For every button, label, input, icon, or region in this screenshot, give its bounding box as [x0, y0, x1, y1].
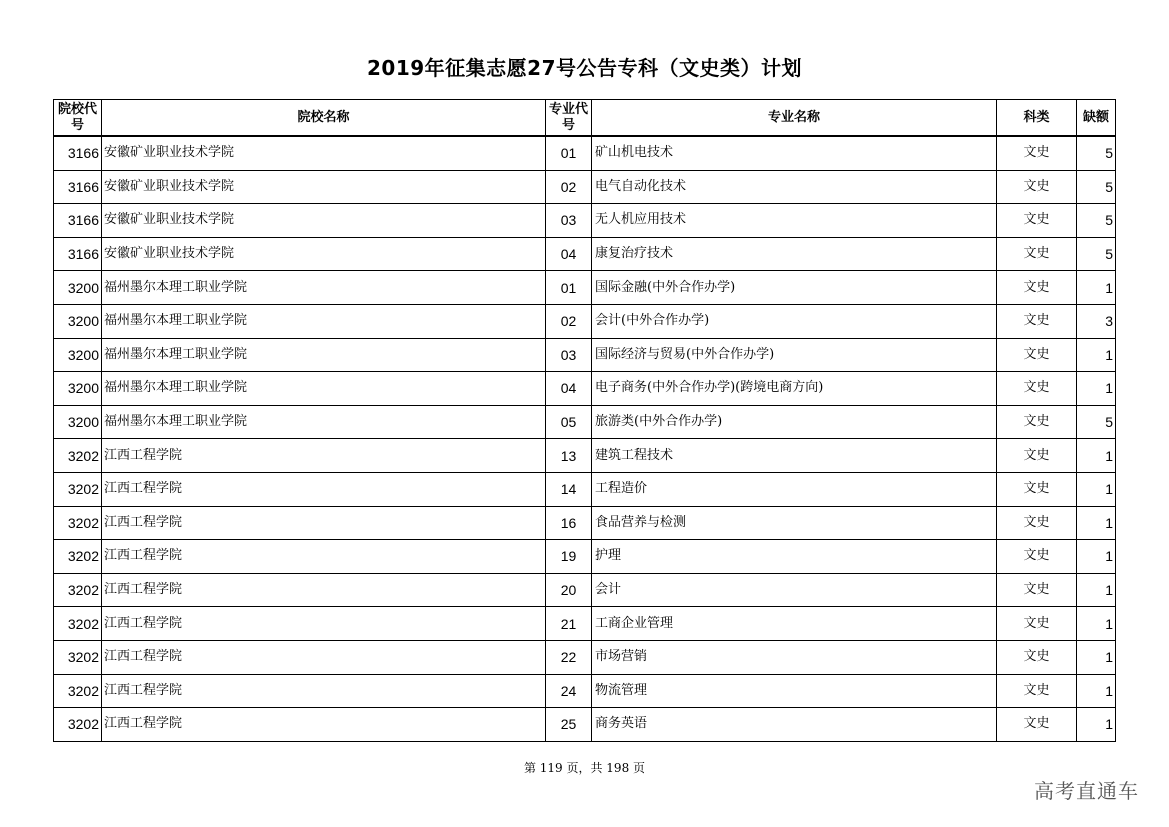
- cell-vacancy: 1: [1077, 674, 1116, 708]
- table-row: [54, 607, 1116, 641]
- cell-major-code: 03: [546, 204, 592, 238]
- cell-vacancy: 5: [1077, 237, 1116, 271]
- cell-school-name: 江西工程学院: [102, 573, 546, 607]
- cell-category: 文史: [997, 708, 1077, 742]
- cell-major-code: 20: [546, 573, 592, 607]
- table-row: [54, 540, 1116, 574]
- cell-school-name: 福州墨尔本理工职业学院: [102, 405, 546, 439]
- cell-school-code: 3200: [54, 338, 102, 372]
- cell-vacancy: 5: [1077, 204, 1116, 238]
- cell-school-code: 3202: [54, 506, 102, 540]
- watermark: 高考直通车: [1034, 779, 1139, 803]
- cell-major-name: 工程造价: [592, 472, 997, 506]
- page-number: 第 119 页，共 198 页: [523, 761, 646, 775]
- cell-major-name: 食品营养与检测: [592, 506, 997, 540]
- cell-major-name: 会计: [592, 573, 997, 607]
- cell-major-code: 05: [546, 405, 592, 439]
- cell-school-name: 江西工程学院: [102, 540, 546, 574]
- cell-vacancy: 1: [1077, 540, 1116, 574]
- table-header-row: [54, 100, 1116, 137]
- cell-school-code: 3200: [54, 271, 102, 305]
- cell-vacancy: 1: [1077, 439, 1116, 473]
- cell-category: 文史: [997, 674, 1077, 708]
- cell-category: 文史: [997, 338, 1077, 372]
- cell-vacancy: 5: [1077, 405, 1116, 439]
- cell-school-code: 3166: [54, 170, 102, 204]
- cell-school-code: 3202: [54, 439, 102, 473]
- cell-major-code: 04: [546, 237, 592, 271]
- table-row: [54, 136, 1116, 170]
- cell-school-name: 福州墨尔本理工职业学院: [102, 271, 546, 305]
- cell-vacancy: 5: [1077, 136, 1116, 170]
- cell-school-name: 江西工程学院: [102, 472, 546, 506]
- cell-vacancy: 3: [1077, 304, 1116, 338]
- table-row: [54, 372, 1116, 406]
- cell-school-name: 安徽矿业职业技术学院: [102, 170, 546, 204]
- table-row: [54, 271, 1116, 305]
- cell-category: 文史: [997, 170, 1077, 204]
- header-major-code: 专业代号: [546, 100, 592, 137]
- cell-major-code: 01: [546, 136, 592, 170]
- cell-school-code: 3202: [54, 540, 102, 574]
- cell-school-name: 安徽矿业职业技术学院: [102, 136, 546, 170]
- cell-vacancy: 1: [1077, 708, 1116, 742]
- cell-major-name: 国际金融(中外合作办学): [592, 271, 997, 305]
- cell-major-name: 物流管理: [592, 674, 997, 708]
- cell-school-code: 3202: [54, 607, 102, 641]
- cell-major-code: 25: [546, 708, 592, 742]
- cell-major-code: 19: [546, 540, 592, 574]
- cell-major-code: 02: [546, 170, 592, 204]
- cell-category: 文史: [997, 540, 1077, 574]
- cell-major-name: 矿山机电技术: [592, 136, 997, 170]
- cell-major-name: 商务英语: [592, 708, 997, 742]
- cell-category: 文史: [997, 237, 1077, 271]
- cell-category: 文史: [997, 472, 1077, 506]
- cell-vacancy: 1: [1077, 640, 1116, 674]
- cell-school-name: 福州墨尔本理工职业学院: [102, 338, 546, 372]
- table-row: [54, 338, 1116, 372]
- cell-school-code: 3166: [54, 237, 102, 271]
- cell-school-name: 安徽矿业职业技术学院: [102, 204, 546, 238]
- table-body: [54, 136, 1116, 741]
- cell-major-name: 电气自动化技术: [592, 170, 997, 204]
- cell-school-code: 3202: [54, 708, 102, 742]
- cell-school-name: 江西工程学院: [102, 708, 546, 742]
- cell-school-name: 江西工程学院: [102, 674, 546, 708]
- cell-major-name: 康复治疗技术: [592, 237, 997, 271]
- cell-school-code: 3200: [54, 372, 102, 406]
- cell-major-code: 13: [546, 439, 592, 473]
- cell-major-code: 16: [546, 506, 592, 540]
- cell-major-name: 电子商务(中外合作办学)(跨境电商方向): [592, 372, 997, 406]
- header-category: 科类: [997, 100, 1077, 137]
- cell-school-name: 福州墨尔本理工职业学院: [102, 372, 546, 406]
- cell-vacancy: 1: [1077, 607, 1116, 641]
- cell-school-code: 3166: [54, 204, 102, 238]
- cell-vacancy: 1: [1077, 506, 1116, 540]
- plan-table: [53, 99, 1116, 742]
- cell-major-name: 旅游类(中外合作办学): [592, 405, 997, 439]
- cell-category: 文史: [997, 640, 1077, 674]
- table-row: [54, 708, 1116, 742]
- table-row: [54, 573, 1116, 607]
- cell-school-code: 3202: [54, 573, 102, 607]
- cell-vacancy: 1: [1077, 271, 1116, 305]
- header-major-name: 专业名称: [592, 100, 997, 137]
- cell-category: 文史: [997, 607, 1077, 641]
- cell-school-code: 3200: [54, 405, 102, 439]
- cell-school-code: 3202: [54, 640, 102, 674]
- cell-vacancy: 1: [1077, 472, 1116, 506]
- cell-major-code: 03: [546, 338, 592, 372]
- cell-major-name: 工商企业管理: [592, 607, 997, 641]
- cell-school-name: 安徽矿业职业技术学院: [102, 237, 546, 271]
- cell-major-code: 22: [546, 640, 592, 674]
- cell-major-name: 护理: [592, 540, 997, 574]
- cell-major-name: 会计(中外合作办学): [592, 304, 997, 338]
- cell-category: 文史: [997, 136, 1077, 170]
- cell-major-name: 建筑工程技术: [592, 439, 997, 473]
- cell-major-code: 04: [546, 372, 592, 406]
- cell-category: 文史: [997, 405, 1077, 439]
- cell-school-name: 江西工程学院: [102, 506, 546, 540]
- header-vacancy: 缺额: [1077, 100, 1116, 137]
- cell-vacancy: 5: [1077, 170, 1116, 204]
- table-row: [54, 640, 1116, 674]
- cell-school-name: 福州墨尔本理工职业学院: [102, 304, 546, 338]
- cell-school-name: 江西工程学院: [102, 439, 546, 473]
- cell-category: 文史: [997, 204, 1077, 238]
- cell-major-name: 无人机应用技术: [592, 204, 997, 238]
- cell-school-code: 3202: [54, 472, 102, 506]
- table-row: [54, 237, 1116, 271]
- cell-category: 文史: [997, 271, 1077, 305]
- cell-major-code: 14: [546, 472, 592, 506]
- cell-category: 文史: [997, 372, 1077, 406]
- cell-major-code: 24: [546, 674, 592, 708]
- table-row: [54, 170, 1116, 204]
- cell-major-name: 市场营销: [592, 640, 997, 674]
- cell-category: 文史: [997, 506, 1077, 540]
- table-row: [54, 472, 1116, 506]
- cell-school-code: 3166: [54, 136, 102, 170]
- cell-vacancy: 1: [1077, 372, 1116, 406]
- table-row: [54, 405, 1116, 439]
- cell-category: 文史: [997, 573, 1077, 607]
- cell-major-code: 01: [546, 271, 592, 305]
- table-row: [54, 506, 1116, 540]
- cell-major-code: 21: [546, 607, 592, 641]
- table-row: [54, 304, 1116, 338]
- cell-school-code: 3202: [54, 674, 102, 708]
- table-row: [54, 439, 1116, 473]
- header-school-code: 院校代号: [54, 100, 102, 137]
- cell-major-code: 02: [546, 304, 592, 338]
- cell-vacancy: 1: [1077, 573, 1116, 607]
- page-title: 2019年征集志愿27号公告专科（文史类）计划: [367, 56, 802, 80]
- cell-major-name: 国际经济与贸易(中外合作办学): [592, 338, 997, 372]
- cell-category: 文史: [997, 439, 1077, 473]
- table-row: [54, 674, 1116, 708]
- cell-vacancy: 1: [1077, 338, 1116, 372]
- header-school-name: 院校名称: [102, 100, 546, 137]
- cell-category: 文史: [997, 304, 1077, 338]
- table-row: [54, 204, 1116, 238]
- cell-school-name: 江西工程学院: [102, 640, 546, 674]
- cell-school-name: 江西工程学院: [102, 607, 546, 641]
- cell-school-code: 3200: [54, 304, 102, 338]
